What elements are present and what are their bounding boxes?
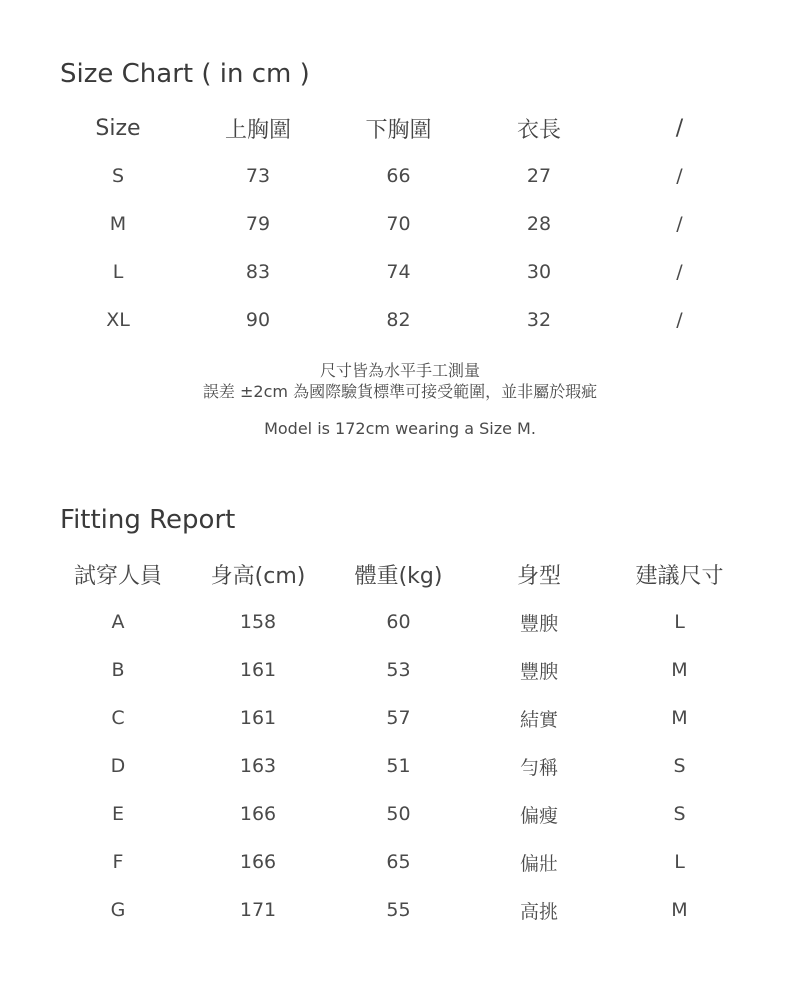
height-cell: 166	[239, 803, 277, 825]
weight-cell: 50	[386, 803, 411, 825]
height-cell: 166	[239, 851, 277, 873]
size-cell: L	[112, 261, 124, 283]
table-row	[48, 694, 750, 742]
weight-cell: 65	[386, 851, 411, 873]
table-row	[48, 200, 750, 248]
under-bust-cell: 82	[386, 309, 411, 331]
length-cell: 27	[526, 165, 552, 187]
height-cell: 161	[239, 707, 277, 729]
header-body-type: 身型	[516, 563, 561, 589]
size-cell: XL	[106, 309, 130, 331]
tester-cell: B	[111, 659, 125, 681]
slash-cell: /	[676, 261, 683, 283]
body-type-cell: 結實	[519, 708, 558, 731]
fitting-report-title: Fitting Report	[60, 505, 236, 535]
table-row	[48, 296, 750, 344]
suggested-size-cell: M	[671, 659, 688, 681]
header-upper-bust: 上胸圍	[224, 117, 291, 143]
length-cell: 32	[526, 309, 552, 331]
tester-cell: G	[110, 899, 126, 921]
body-type-cell: 高挑	[519, 900, 558, 923]
header-height: 身高(cm)	[210, 563, 306, 589]
height-cell: 171	[239, 899, 277, 921]
tester-cell: C	[111, 707, 125, 729]
table-row	[48, 152, 750, 200]
suggested-size-cell: M	[671, 707, 688, 729]
upper-bust-cell: 79	[245, 213, 271, 235]
body-type-cell: 豐腴	[519, 660, 558, 683]
header-suggested-size: 建議尺寸	[635, 563, 724, 589]
suggested-size-cell: S	[673, 755, 686, 777]
header-tester: 試穿人員	[73, 563, 162, 589]
suggested-size-cell: L	[674, 611, 685, 633]
body-type-cell: 偏瘦	[519, 804, 558, 827]
weight-cell: 57	[386, 707, 411, 729]
table-row	[48, 886, 750, 934]
under-bust-cell: 66	[386, 165, 411, 187]
header-under-bust: 下胸圍	[365, 117, 432, 143]
table-row	[48, 838, 750, 886]
height-cell: 161	[239, 659, 277, 681]
size-cell: M	[109, 213, 127, 235]
weight-cell: 60	[386, 611, 411, 633]
slash-cell: /	[676, 165, 683, 187]
size-cell: S	[111, 165, 125, 187]
under-bust-cell: 74	[386, 261, 411, 283]
size-chart-table	[48, 104, 750, 344]
weight-cell: 51	[386, 755, 411, 777]
tester-cell: A	[111, 611, 125, 633]
tester-cell: F	[112, 851, 124, 873]
header-length: 衣長	[516, 117, 561, 143]
height-cell: 158	[239, 611, 277, 633]
body-type-cell: 勻稱	[519, 756, 558, 779]
table-row	[48, 646, 750, 694]
upper-bust-cell: 83	[245, 261, 271, 283]
slash-cell: /	[676, 213, 683, 235]
length-cell: 30	[526, 261, 552, 283]
size-chart-header-row	[48, 104, 750, 152]
size-chart-title: Size Chart ( in cm )	[60, 59, 310, 89]
tolerance-note: 誤差 ±2cm 為國際驗貨標準可接受範圍，並非屬於瑕疵	[202, 382, 598, 401]
header-weight: 體重(kg)	[354, 563, 443, 589]
length-cell: 28	[526, 213, 552, 235]
fitting-report-table	[48, 550, 750, 934]
body-type-cell: 豐腴	[519, 612, 558, 635]
model-note: Model is 172cm wearing a Size M.	[264, 419, 536, 438]
under-bust-cell: 70	[386, 213, 411, 235]
body-type-cell: 偏壯	[519, 852, 558, 875]
table-row	[48, 248, 750, 296]
weight-cell: 55	[386, 899, 411, 921]
suggested-size-cell: M	[671, 899, 688, 921]
suggested-size-cell: L	[674, 851, 685, 873]
tester-cell: D	[110, 755, 126, 777]
tester-cell: E	[111, 803, 124, 825]
upper-bust-cell: 90	[245, 309, 271, 331]
fitting-header-row	[48, 550, 750, 598]
measurement-note: 尺寸皆為水平手工測量	[319, 361, 480, 380]
header-size: Size	[95, 115, 141, 141]
upper-bust-cell: 73	[245, 165, 271, 187]
table-row	[48, 598, 750, 646]
table-row	[48, 742, 750, 790]
slash-cell: /	[676, 309, 683, 331]
weight-cell: 53	[386, 659, 411, 681]
header-slash: /	[675, 115, 684, 141]
height-cell: 163	[239, 755, 277, 777]
suggested-size-cell: S	[673, 803, 686, 825]
table-row	[48, 790, 750, 838]
